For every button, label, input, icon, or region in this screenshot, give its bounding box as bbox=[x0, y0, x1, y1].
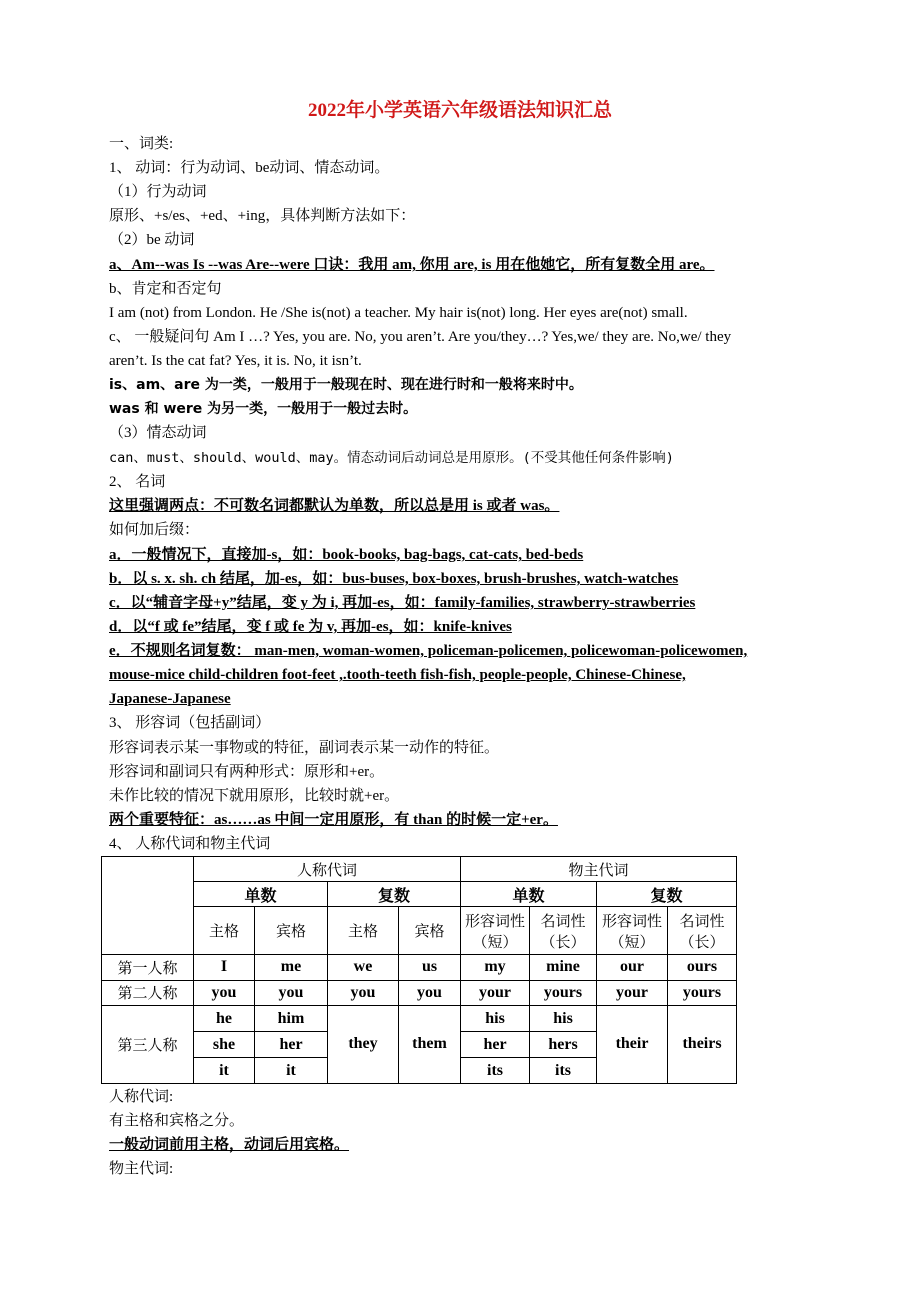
uncountable-note: 这里强调两点：不可数名词都默认为单数，所以总是用 is 或者 was。 bbox=[109, 498, 560, 514]
adjective-form-header: 形容词性（短） bbox=[461, 907, 530, 955]
stack-value: his bbox=[485, 1009, 505, 1027]
subject-case-header: 主格 bbox=[328, 907, 399, 955]
personal-pronouns-header: 人称代词 bbox=[194, 857, 461, 882]
affirmative-negative-examples: I am (not) from London. He /She is(not) a teacher. My hair is(not) long. Her eyes are(not) small. bbox=[109, 305, 688, 321]
possessive-pronoun-heading: 物主代词: bbox=[109, 1161, 174, 1177]
table-row bbox=[102, 980, 737, 1005]
stack-value: it bbox=[255, 1057, 327, 1083]
plural-rule-b: b．以 s. x. sh. ch 结尾，加-es，如：bus-buses, box-boxes, brush-brushes, watch-watches bbox=[109, 571, 679, 587]
adjective-usage: 未作比较的情况下就用原形，比较时就+er。 bbox=[109, 788, 400, 804]
table-cell: you bbox=[194, 980, 255, 1005]
personal-plural-header: 复数 bbox=[328, 882, 461, 907]
plural-rule-a: a．一般情况下，直接加-s，如：book-books, bag-bags, cat-cats, bed-beds bbox=[109, 547, 584, 563]
plural-rule-e-line3: Japanese-Japanese bbox=[109, 691, 231, 707]
subject-case-header: 主格 bbox=[194, 907, 255, 955]
verb-heading: 1、 动词：行为动词、be动词、情态动词。 bbox=[109, 160, 390, 176]
table-cell: them bbox=[399, 1005, 461, 1083]
possessive-pronouns-header: 物主代词 bbox=[461, 857, 737, 882]
table-cell: your bbox=[597, 980, 668, 1005]
adjective-definition: 形容词表示某一事物或的特征，副词表示某一动作的特征。 bbox=[109, 740, 500, 756]
stack-value: her bbox=[255, 1031, 327, 1057]
pronoun-heading: 4、 人称代词和物主代词 bbox=[109, 836, 271, 852]
modal-verb-heading: （3）情态动词 bbox=[109, 425, 207, 441]
table-cell: yours bbox=[530, 980, 597, 1005]
table-cell: me bbox=[255, 955, 328, 980]
table-cell: us bbox=[399, 955, 461, 980]
stack-value: its bbox=[530, 1057, 596, 1083]
adjective-form-header: 形容词性（短） bbox=[597, 907, 668, 955]
be-past-note: was 和 were 为另一类，一般用于一般过去时。 bbox=[109, 401, 418, 417]
page-title: 2022年小学英语六年级语法知识汇总 bbox=[307, 100, 612, 121]
personal-pronoun-cases: 有主格和宾格之分。 bbox=[109, 1113, 245, 1129]
suffix-heading: 如何加后缀： bbox=[109, 522, 200, 538]
noun-form-header: 名词性（长） bbox=[530, 907, 597, 955]
object-case-header: 宾格 bbox=[255, 907, 328, 955]
question-examples-line2: aren’t. Is the cat fat? Yes, it is. No, it isn’t. bbox=[109, 353, 362, 369]
table-cell: mine bbox=[530, 955, 597, 980]
stack-value: her bbox=[461, 1031, 529, 1057]
be-verb-heading: （2）be 动词 bbox=[109, 232, 195, 248]
plural-rule-c: c．以“辅音字母+y”结尾，变 y 为 i, 再加-es，如：family-families, strawberry-strawberries bbox=[109, 595, 696, 611]
table-cell: ours bbox=[668, 955, 737, 980]
table-cell: we bbox=[328, 955, 399, 980]
table-cell: you bbox=[399, 980, 461, 1005]
row-label: 第一人称 bbox=[102, 955, 194, 980]
table-cell: they bbox=[328, 1005, 399, 1083]
action-verb-forms: 原形、+s/es、+ed、+ing，具体判断方法如下： bbox=[109, 208, 416, 224]
plural-rule-e-line2: mouse-mice child-children foot-feet ,.tooth-teeth fish-fish, people-people, Chinese-Chinese, bbox=[109, 667, 686, 683]
table-cell: your bbox=[461, 980, 530, 1005]
table-cell: you bbox=[328, 980, 399, 1005]
table-cell bbox=[461, 1005, 530, 1083]
table-cell: their bbox=[597, 1005, 668, 1083]
table-cell: our bbox=[597, 955, 668, 980]
plural-rule-e-line1: e．不规则名词复数： man-men, woman-women, policeman-policemen, policewoman-policewomen, bbox=[109, 643, 748, 659]
stack-value: hers bbox=[530, 1031, 596, 1057]
table-cell: my bbox=[461, 955, 530, 980]
table-cell bbox=[530, 1005, 597, 1083]
row-label: 第三人称 bbox=[102, 1005, 194, 1083]
table-cell: theirs bbox=[668, 1005, 737, 1083]
personal-pronoun-heading: 人称代词: bbox=[109, 1089, 174, 1105]
row-label: 第二人称 bbox=[102, 980, 194, 1005]
be-present-note: is、am、are 为一类，一般用于一般现在时、现在进行时和一般将来时中。 bbox=[109, 377, 583, 393]
table-row bbox=[102, 1005, 737, 1083]
empty-corner-cell bbox=[102, 857, 194, 955]
table-cell bbox=[194, 1005, 255, 1083]
question-examples-line1: c、 一般疑问句 Am I …? Yes, you are. No, you aren’t. Are you/they…? Yes,we/ they are. No,we/ they bbox=[109, 329, 732, 345]
adjective-forms: 形容词和副词只有两种形式：原形和+er。 bbox=[109, 764, 385, 780]
personal-pronoun-usage: 一般动词前用主格，动词后用宾格。 bbox=[109, 1137, 350, 1153]
plural-rule-d: d．以“f 或 fe”结尾，变 f 或 fe 为 v, 再加-es，如：knife-knives bbox=[109, 619, 512, 635]
table-cell: you bbox=[255, 980, 328, 1005]
table-cell: I bbox=[194, 955, 255, 980]
object-case-header: 宾格 bbox=[399, 907, 461, 955]
affirmative-negative-heading: b、肯定和否定句 bbox=[109, 281, 222, 297]
action-verb-heading: （1）行为动词 bbox=[109, 184, 207, 200]
noun-form-header: 名词性（长） bbox=[668, 907, 737, 955]
table-row bbox=[102, 955, 737, 980]
stack-value: him bbox=[277, 1009, 305, 1027]
stack-value: its bbox=[461, 1057, 529, 1083]
noun-heading: 2、 名词 bbox=[109, 474, 166, 490]
adjective-heading: 3、 形容词（包括副词） bbox=[109, 715, 271, 731]
adjective-key-features: 两个重要特征：as……as 中间一定用原形，有 than 的时候一定+er。 bbox=[109, 812, 558, 828]
section-heading: 一、词类: bbox=[109, 136, 174, 152]
stack-value: it bbox=[194, 1057, 254, 1083]
personal-singular-header: 单数 bbox=[194, 882, 328, 907]
stack-value: he bbox=[216, 1009, 232, 1027]
modal-verb-note: can、must、should、would、may。情态动词后动词总是用原形。(不受其他任何条件影响) bbox=[109, 450, 674, 466]
table-cell: yours bbox=[668, 980, 737, 1005]
stack-value: his bbox=[553, 1009, 573, 1027]
be-verb-rhyme: a、Am--was Is --was Are--were 口诀：我用 am, 你用 are, is 用在他她它，所有复数全用 are。 bbox=[109, 257, 715, 273]
table-cell bbox=[255, 1005, 328, 1083]
possessive-plural-header: 复数 bbox=[597, 882, 737, 907]
pronoun-table bbox=[101, 856, 737, 1084]
possessive-singular-header: 单数 bbox=[461, 882, 597, 907]
stack-value: she bbox=[194, 1031, 254, 1057]
